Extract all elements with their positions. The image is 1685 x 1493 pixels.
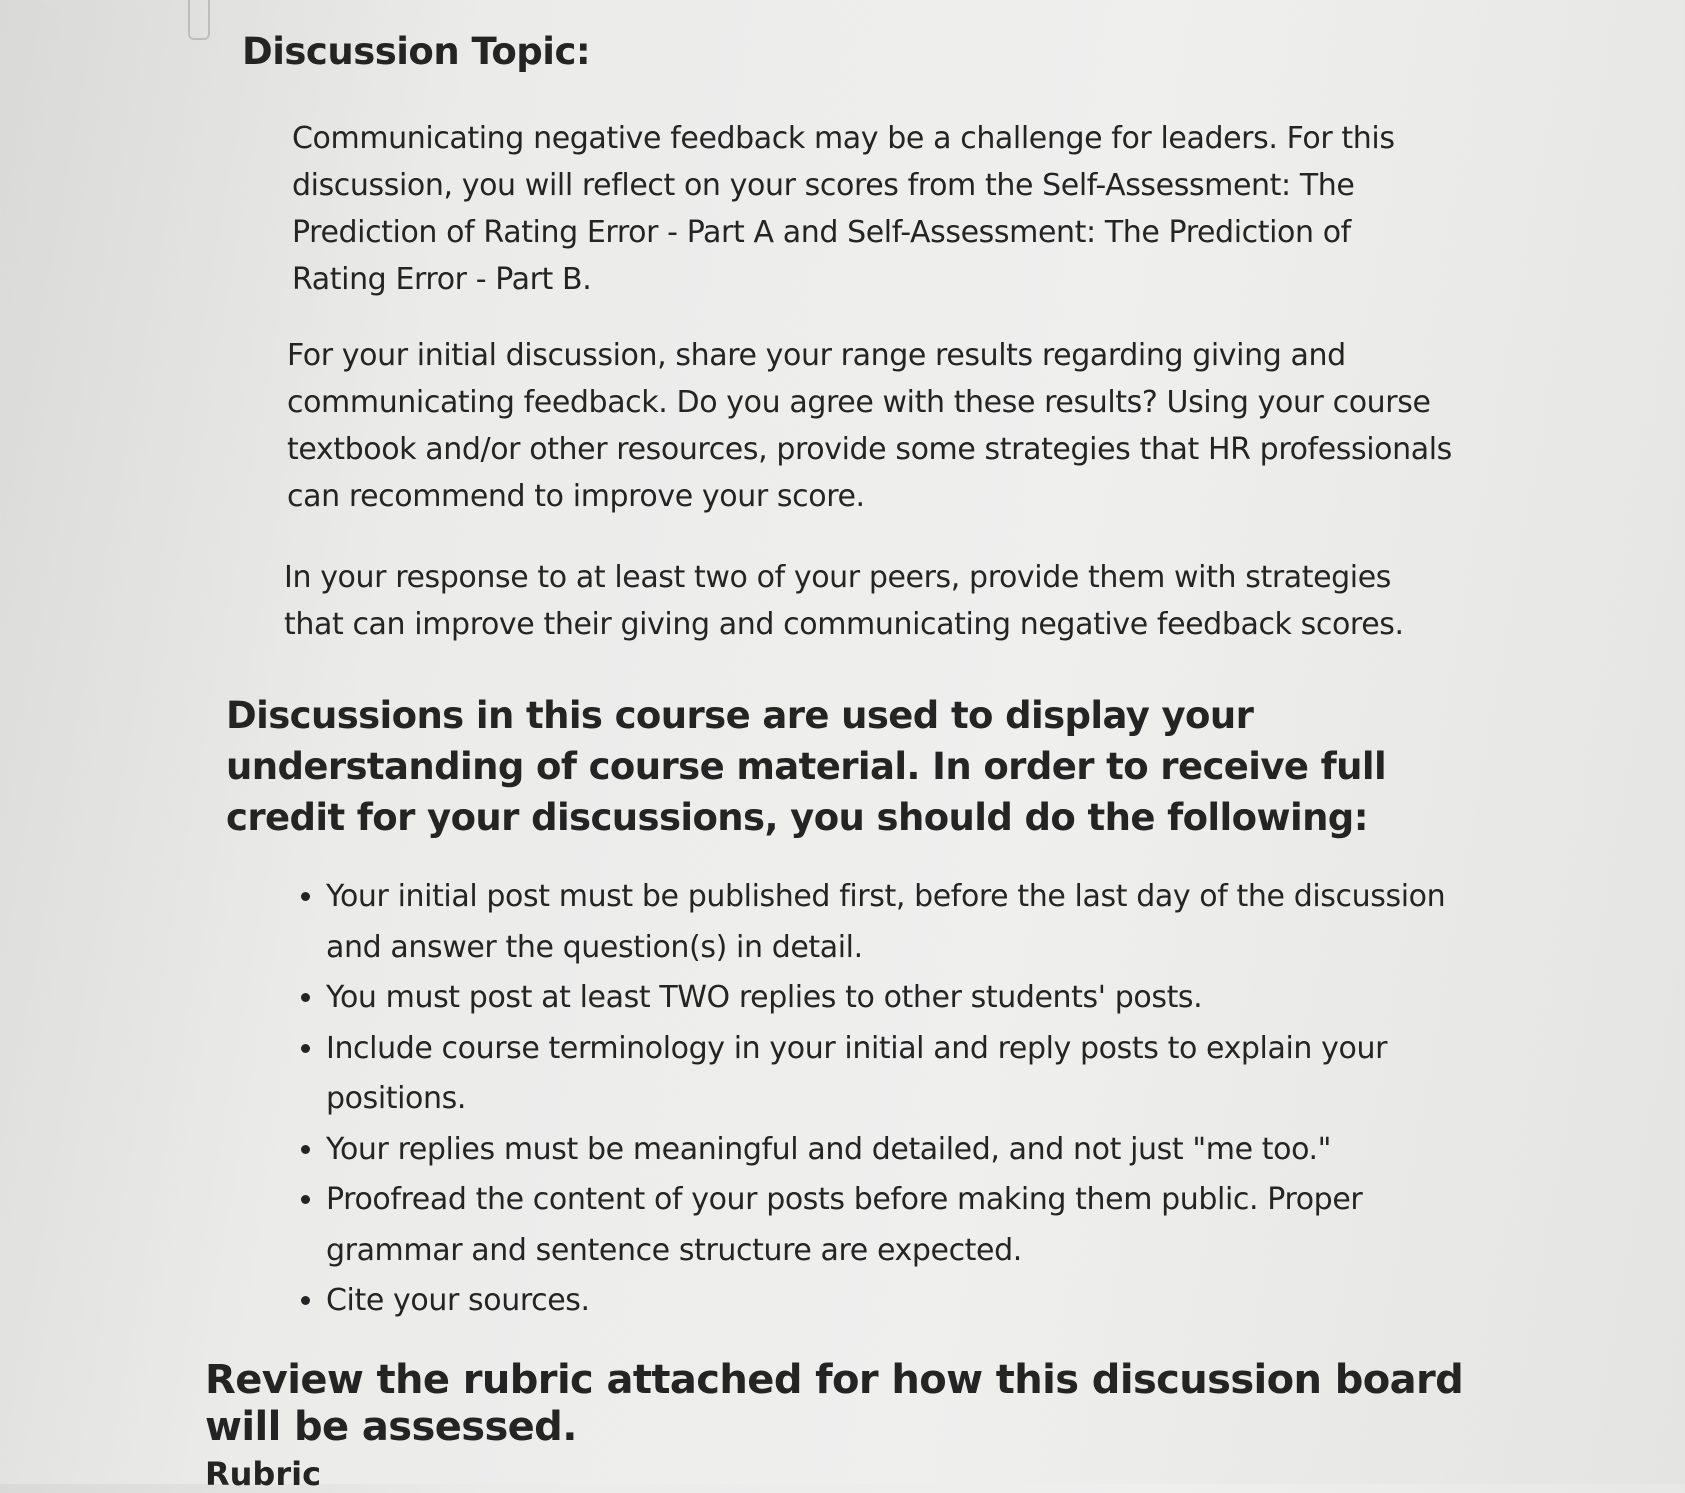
rubric-heading: Rubric (205, 1455, 322, 1493)
list-item: • Your initial post must be published first, before the last day of the discussion and answer the question(s) in detail. (326, 872, 1506, 973)
list-item: • You must post at least TWO replies to other students' posts. (326, 973, 1506, 1024)
requirements-list (290, 872, 1506, 1327)
page-title: Discussion Topic: (242, 30, 591, 73)
prompt-paragraph-3: In your response to at least two of your peers, provide them with strategies that can improve their giving and communicating negative feedback scores. (284, 560, 1404, 642)
scroll-tab (188, 0, 210, 40)
prompt-paragraph-1: Communicating negative feedback may be a challenge for leaders. For this discussion, you will reflect on your scores from the Self-Assessment: The Prediction of Rating Error - Part A and Self-Assessment: The Prediction of Rating Error - Part B. (292, 121, 1395, 297)
list-item: • Cite your sources. (326, 1276, 1506, 1327)
rubric-note: Review the rubric attached for how this discussion board will be assessed. (205, 1357, 1464, 1450)
prompt-paragraph-2: For your initial discussion, share your range results regarding giving and communicating feedback. Do you agree with these results? Using your course textbook and/or other resources, provide some strategies that HR professionals can recommend to improve your score. (287, 338, 1452, 514)
list-item: • Include course terminology in your initial and reply posts to explain your positions. (326, 1024, 1506, 1125)
list-item: • Proofread the content of your posts before making them public. Proper grammar and sentence structure are expected. (326, 1175, 1506, 1276)
requirements-heading: Discussions in this course are used to display your understanding of course material. In order to receive full credit for your discussions, you should do the following: (226, 694, 1387, 839)
list-item: • Your replies must be meaningful and detailed, and not just "me too." (326, 1125, 1506, 1176)
